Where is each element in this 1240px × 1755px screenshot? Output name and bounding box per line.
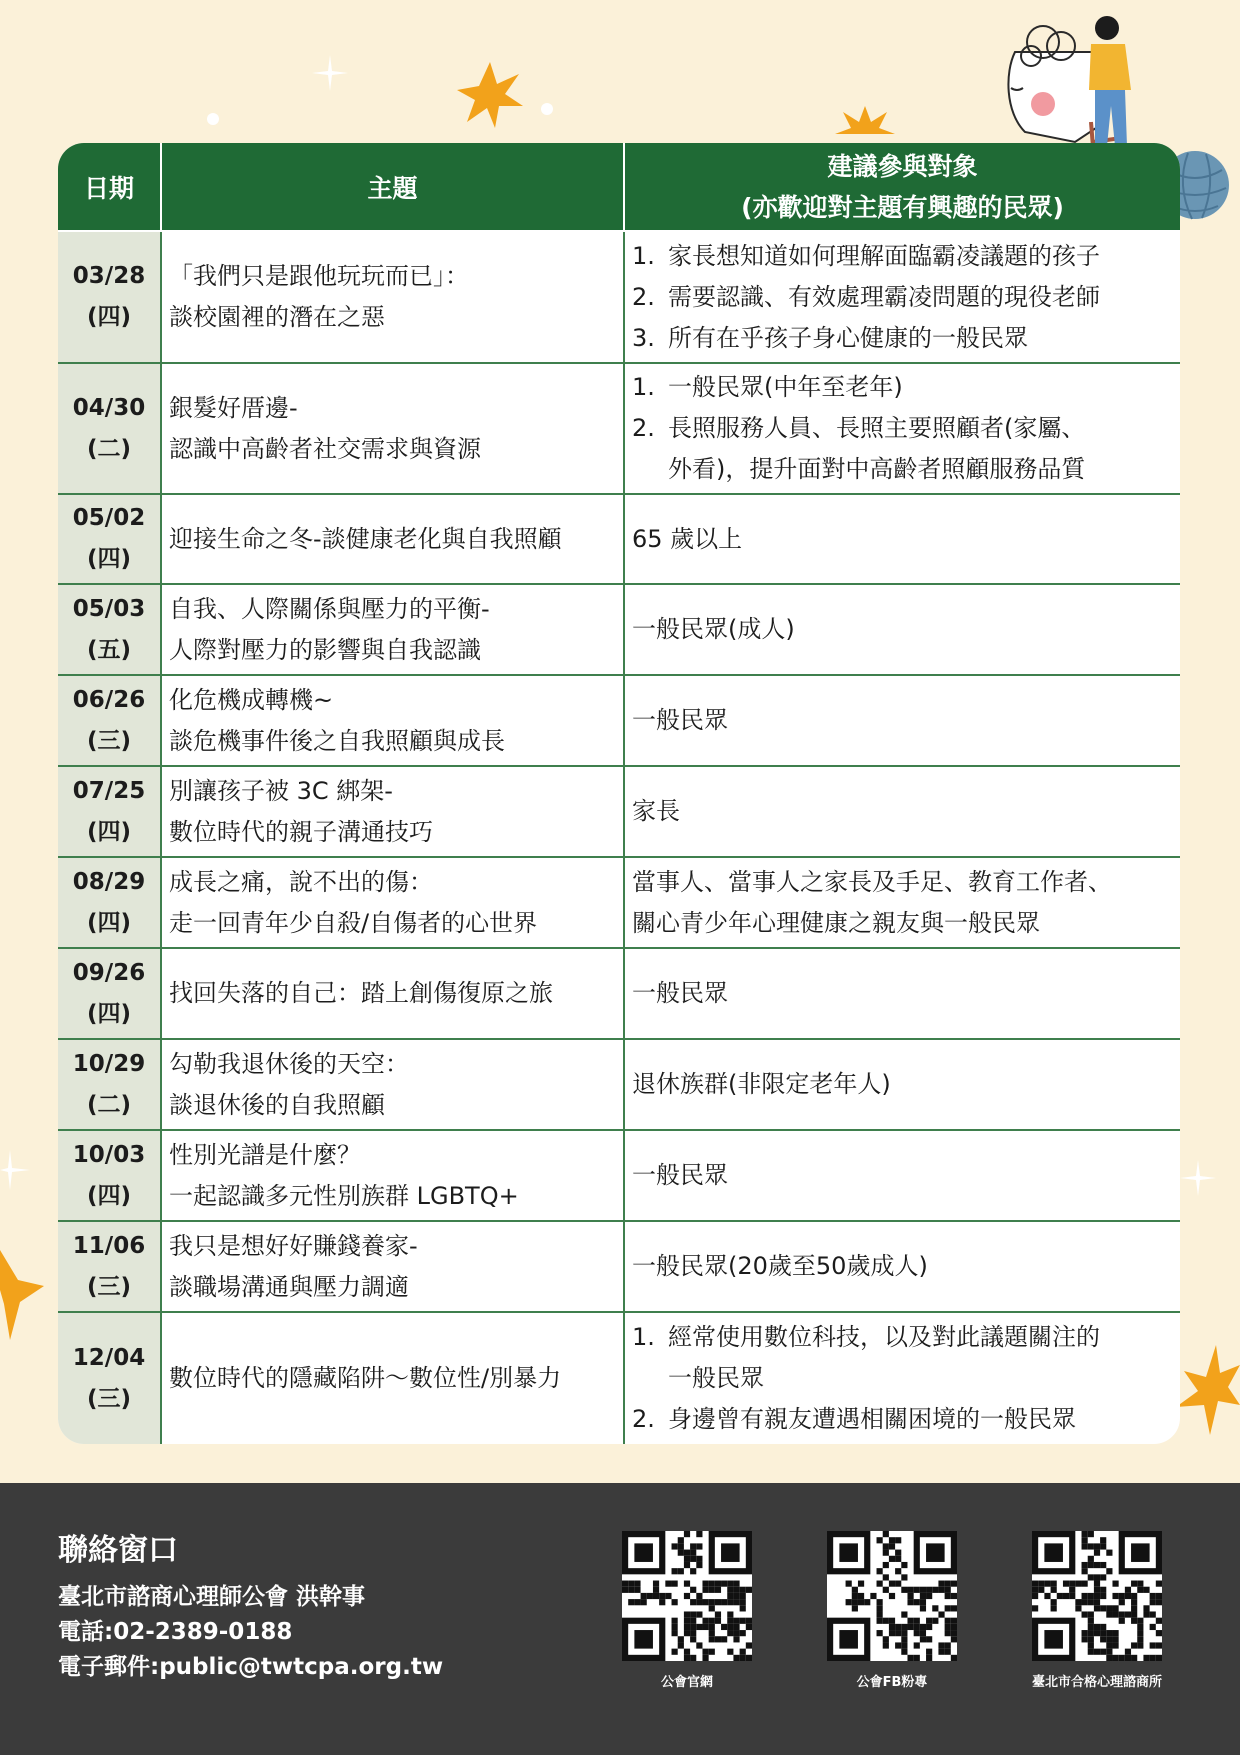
- table-row: [58, 1039, 1180, 1130]
- date-text: 07/25: [72, 777, 146, 804]
- audience-cell: [624, 494, 1180, 584]
- audience-text: 一般民眾(20歲至50歲成人): [632, 1252, 928, 1280]
- topic-line: 銀髮好厝邊-: [169, 393, 298, 422]
- footer: [0, 1483, 1240, 1755]
- audience-item: [632, 408, 1173, 449]
- audience-text: 家長: [632, 797, 680, 825]
- topic-line: 迎接生命之冬-談健康老化與自我照顧: [169, 524, 562, 553]
- sparkle-icon: [0, 1150, 30, 1190]
- sparkle-icon: [312, 55, 348, 91]
- date-text: 10/03: [72, 1141, 146, 1168]
- audience-text: 當事人、當事人之家長及手足、教育工作者、: [632, 867, 1112, 896]
- topic-cell: [161, 1130, 624, 1221]
- table-row: [58, 948, 1180, 1039]
- audience-text: 一般民眾(成人): [632, 615, 795, 643]
- date-cell: [58, 675, 161, 766]
- header-date: 日期: [58, 143, 161, 231]
- topic-line: 我只是想好好賺錢養家-: [169, 1231, 418, 1260]
- qr-label: 公會官網: [660, 1675, 713, 1690]
- star-burst-icon: [0, 1250, 50, 1340]
- audience-item-text: 家長想知道如何理解面臨霸凌議題的孩子: [668, 241, 1100, 270]
- table-row: [58, 1221, 1180, 1312]
- table-row: [58, 494, 1180, 584]
- topic-line: 人際對壓力的影響與自我認識: [169, 635, 481, 664]
- date-text: 05/02: [72, 505, 146, 531]
- date-text: 08/29: [72, 868, 146, 895]
- topic-line: 自我、人際關係與壓力的平衡-: [169, 594, 490, 623]
- table-row: [58, 675, 1180, 766]
- audience-item-text: 一般民眾(中年至老年): [668, 373, 903, 401]
- date-cell: [58, 494, 161, 584]
- topic-cell: [161, 1039, 624, 1130]
- table-row: [58, 231, 1180, 363]
- weekday-text: (二): [86, 1091, 132, 1118]
- header-topic: 主題: [161, 143, 624, 231]
- audience-cell: [624, 766, 1180, 857]
- audience-text: 退休族群(非限定老年人): [632, 1070, 891, 1098]
- date-cell: [58, 363, 161, 494]
- audience-cell: [624, 363, 1180, 494]
- weekday-text: (三): [86, 727, 132, 754]
- audience-cell: [624, 948, 1180, 1039]
- qr-code-icon: [827, 1531, 957, 1661]
- audience-item-text: 需要認識、有效處理霸凌問題的現役老師: [668, 282, 1100, 311]
- qr-label: 臺北市合格心理諮商所: [1031, 1675, 1162, 1690]
- star-burst-icon: [835, 104, 895, 144]
- topic-line: 化危機成轉機~: [169, 685, 334, 714]
- audience-item: [632, 318, 1173, 359]
- date-text: 05/03: [72, 595, 146, 622]
- date-cell: [58, 1312, 161, 1444]
- audience-item-number: 1.: [632, 241, 655, 270]
- audience-item-number: 2.: [632, 414, 655, 442]
- star-burst-icon: [455, 60, 525, 130]
- topic-line: 數位時代的親子溝通技巧: [169, 817, 433, 846]
- header-audience-line2: (亦歡迎對主題有興趣的民眾): [741, 192, 1064, 222]
- sparkle-icon: [1180, 1160, 1216, 1196]
- topic-line: 談退休後的自我照顧: [169, 1090, 385, 1119]
- weekday-text: (二): [86, 435, 132, 462]
- audience-item: [632, 1317, 1173, 1358]
- audience-text: 關心青少年心理健康之親友與一般民眾: [632, 908, 1040, 937]
- audience-cell: [624, 1221, 1180, 1312]
- topic-cell: [161, 948, 624, 1039]
- table-row: [58, 584, 1180, 675]
- date-text: 03/28: [72, 263, 146, 289]
- topic-cell: [161, 231, 624, 363]
- date-text: 09/26: [72, 959, 146, 986]
- audience-cell: [624, 675, 1180, 766]
- topic-line: 數位時代的隱藏陷阱～數位性/別暴力: [169, 1364, 562, 1392]
- audience-item-continued: 一般民眾: [668, 1364, 764, 1392]
- contact-title: 聯絡窗口: [58, 1533, 178, 1568]
- topic-line: 認識中高齡者社交需求與資源: [169, 434, 481, 463]
- date-cell: [58, 584, 161, 675]
- qr-code-icon: [622, 1531, 752, 1661]
- audience-item-text: 經常使用數位科技，以及對此議題關注的: [668, 1323, 1100, 1351]
- audience-item-text: 長照服務人員、長照主要照顧者(家屬、: [668, 414, 1086, 442]
- audience-item: [632, 1399, 1173, 1440]
- contact-phone: 電話:02-2389-0188: [58, 1619, 293, 1645]
- table-row: [58, 363, 1180, 494]
- weekday-text: (三): [86, 1385, 132, 1412]
- header-audience-line1: 建議參與對象: [827, 151, 978, 181]
- date-cell: [58, 948, 161, 1039]
- topic-cell: [161, 494, 624, 584]
- qr-code-icon: [1032, 1531, 1162, 1661]
- topic-line: 一起認識多元性別族群 LGBTQ+: [169, 1181, 519, 1210]
- weekday-text: (四): [86, 818, 132, 845]
- date-text: 11/06: [72, 1232, 146, 1259]
- audience-item-number: 3.: [632, 323, 655, 352]
- audience-item-text: 身邊曾有親友遭遇相關困境的一般民眾: [668, 1405, 1076, 1433]
- date-text: 12/04: [72, 1344, 146, 1371]
- audience-text: 一般民眾: [632, 979, 728, 1007]
- qr-official-site[interactable]: [617, 1531, 757, 1690]
- topic-line: 走一回青年少自殺/自傷者的心世界: [169, 908, 538, 937]
- qr-fb-page[interactable]: [822, 1531, 962, 1690]
- audience-cell: [624, 1039, 1180, 1130]
- topic-cell: [161, 1312, 624, 1444]
- topic-cell: [161, 1221, 624, 1312]
- date-text: 06/26: [72, 686, 146, 713]
- topic-cell: [161, 363, 624, 494]
- topic-line: 別讓孩子被 3C 綁架-: [169, 776, 393, 805]
- topic-cell: [161, 766, 624, 857]
- audience-item-number: 1.: [632, 373, 655, 401]
- topic-line: 成長之痛，說不出的傷：: [169, 867, 433, 896]
- weekday-text: (四): [86, 546, 132, 572]
- table-row: [58, 1130, 1180, 1221]
- audience-cell: [624, 1312, 1180, 1444]
- topic-line: 勾勒我退休後的天空：: [169, 1049, 409, 1078]
- date-cell: [58, 1130, 161, 1221]
- schedule-table: [58, 143, 1180, 1444]
- header-audience: [624, 143, 1180, 231]
- table-row: [58, 857, 1180, 948]
- contact-org: 臺北市諮商心理師公會 洪幹事: [58, 1584, 366, 1610]
- sparkle-icon: [206, 112, 220, 126]
- sparkle-icon: [540, 102, 554, 116]
- audience-text: 一般民眾: [632, 1161, 728, 1189]
- audience-text: 一般民眾: [632, 706, 728, 734]
- topic-line: 談校園裡的潛在之惡: [169, 303, 385, 331]
- table-row: [58, 1312, 1180, 1444]
- topic-line: 談危機事件後之自我照顧與成長: [169, 726, 505, 755]
- date-cell: [58, 1221, 161, 1312]
- audience-cell: [624, 1130, 1180, 1221]
- weekday-text: (四): [86, 909, 132, 936]
- date-cell: [58, 231, 161, 363]
- audience-text: 65 歲以上: [632, 524, 743, 553]
- topic-line: 「我們只是跟他玩玩而已」：: [169, 262, 469, 290]
- date-text: 10/29: [72, 1050, 146, 1077]
- weekday-text: (五): [86, 636, 132, 663]
- weekday-text: (四): [86, 1182, 132, 1209]
- audience-cell: [624, 231, 1180, 363]
- audience-item-number: 2.: [632, 282, 655, 311]
- qr-clinics[interactable]: [1027, 1531, 1167, 1690]
- star-burst-icon: [1176, 1345, 1240, 1435]
- table-row: [58, 766, 1180, 857]
- topic-line: 找回失落的自己：踏上創傷復原之旅: [169, 979, 553, 1007]
- topic-cell: [161, 584, 624, 675]
- audience-item-text: 所有在乎孩子身心健康的一般民眾: [668, 323, 1028, 352]
- topic-line: 性別光譜是什麼？: [169, 1140, 361, 1169]
- audience-cell: [624, 857, 1180, 948]
- weekday-text: (四): [86, 1000, 132, 1027]
- weekday-text: (三): [86, 1273, 132, 1300]
- topic-cell: [161, 857, 624, 948]
- weekday-text: (四): [86, 304, 132, 330]
- qr-label: 公會FB粉專: [856, 1675, 928, 1690]
- date-cell: [58, 857, 161, 948]
- audience-item: [632, 367, 1173, 408]
- audience-item: [632, 236, 1173, 277]
- topic-cell: [161, 675, 624, 766]
- audience-item: [632, 277, 1173, 318]
- audience-item-number: 1.: [632, 1323, 655, 1351]
- audience-item-continued: 外看)，提升面對中高齡者照顧服務品質: [668, 455, 1086, 483]
- topic-line: 談職場溝通與壓力調適: [169, 1272, 409, 1301]
- date-cell: [58, 1039, 161, 1130]
- date-text: 04/30: [72, 394, 146, 421]
- contact-email: 電子郵件:public@twtcpa.org.tw: [58, 1654, 444, 1680]
- audience-item-number: 2.: [632, 1405, 655, 1433]
- audience-cell: [624, 584, 1180, 675]
- date-cell: [58, 766, 161, 857]
